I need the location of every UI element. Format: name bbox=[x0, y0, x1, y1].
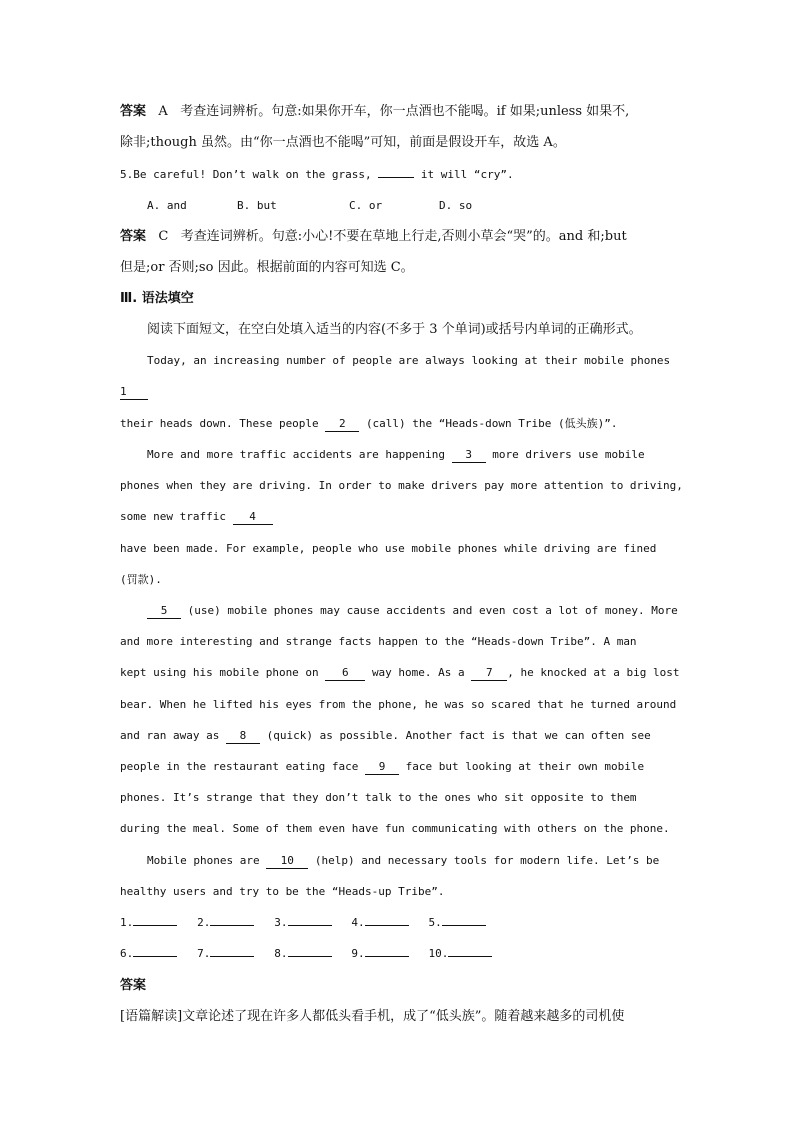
passage-text: (call) the “Heads-down Tribe (低头族)”. bbox=[365, 417, 618, 430]
passage-line: and more interesting and strange facts happen to the “Heads-down Tribe”. A man bbox=[120, 635, 637, 648]
q5-option-b[interactable]: B. but bbox=[237, 199, 277, 212]
blank-8[interactable]: 8 bbox=[226, 729, 260, 744]
analysis-text: [语篇解读]文章论述了现在许多人都低头看手机，成了“低头族”。随着越来越多的司机使 bbox=[120, 1009, 625, 1024]
answer-label: 答案 bbox=[120, 104, 147, 119]
blank-2[interactable]: 2 bbox=[325, 417, 359, 432]
q5-blank[interactable] bbox=[378, 177, 414, 178]
passage-text: more drivers use mobile bbox=[492, 448, 645, 461]
q5-option-d[interactable]: D. so bbox=[439, 199, 473, 212]
q5-answer-line2: 但是;or 否则;so 因此。根据前面的内容可知选 C。 bbox=[120, 260, 414, 275]
passage-text: kept using his mobile phone on bbox=[120, 666, 319, 679]
answer-slot-5[interactable] bbox=[442, 925, 486, 926]
passage-text: Mobile phones are bbox=[147, 854, 260, 867]
passage-line: Today, an increasing number of people are always looking at their mobile phones bbox=[147, 354, 671, 367]
q4-answer-line1 bbox=[120, 103, 629, 121]
passage-line: bear. When he lifted his eyes from the phone, he was so scared that he turned around bbox=[120, 698, 677, 711]
q5-stem bbox=[120, 166, 514, 184]
passage-line: phones when they are driving. In order to make drivers pay more attention to driving, bbox=[120, 479, 683, 492]
passage-text: face but looking at their own mobile bbox=[405, 760, 645, 773]
slot-label: 8. bbox=[274, 947, 288, 960]
answer-explanation: 考查连词辨析。句意:小心!不要在草地上行走,否则小草会“哭”的。and 和;but bbox=[180, 229, 627, 244]
passage-text: (help) and necessary tools for modern life. Let’s be bbox=[314, 854, 660, 867]
passage-line bbox=[120, 508, 273, 526]
passage-text: (use) mobile phones may cause accidents and even cost a lot of money. More bbox=[187, 604, 678, 617]
q5-stem-before: 5.Be careful! Don’t walk on the grass, bbox=[120, 168, 372, 181]
passage-line bbox=[147, 446, 645, 464]
passage-line bbox=[147, 852, 659, 870]
slot-label: 9. bbox=[351, 947, 365, 960]
section-title: Ⅲ. 语法填空 bbox=[120, 291, 194, 306]
answer-slot-8[interactable] bbox=[288, 956, 332, 957]
q5-option-c[interactable]: C. or bbox=[349, 199, 383, 212]
answer-letter: C bbox=[158, 229, 169, 244]
passage-line: during the meal. Some of them even have fun communicating with others on the phone. bbox=[120, 822, 670, 835]
answer-letter: A bbox=[158, 104, 168, 119]
slot-label: 6. bbox=[120, 947, 134, 960]
blank-4[interactable]: 4 bbox=[233, 510, 273, 525]
passage-text: some new traffic bbox=[120, 510, 226, 523]
answer-slot-10[interactable] bbox=[448, 956, 492, 957]
passage-line: healthy users and try to be the “Heads-up Tribe”. bbox=[120, 885, 445, 898]
passage-line bbox=[120, 758, 644, 776]
passage-line: have been made. For example, people who use mobile phones while driving are fined bbox=[120, 542, 657, 555]
answer-slot-9[interactable] bbox=[365, 956, 409, 957]
blank-5[interactable]: 5 bbox=[147, 604, 181, 619]
passage-line bbox=[120, 415, 617, 433]
passage-text: way home. As a bbox=[371, 666, 465, 679]
answer-slots-row1 bbox=[120, 914, 486, 932]
passage-text: their heads down. These people bbox=[120, 417, 319, 430]
answer-slot-1[interactable] bbox=[133, 925, 177, 926]
passage-text: people in the restaurant eating face bbox=[120, 760, 359, 773]
q4-answer-line2: 除非;though 虽然。由“你一点酒也不能喝”可知，前面是假设开车，故选 A。 bbox=[120, 135, 566, 150]
slot-label: 7. bbox=[197, 947, 211, 960]
blank-10[interactable]: 10 bbox=[266, 854, 308, 869]
answer-heading: 答案 bbox=[120, 978, 147, 993]
passage-text: (quick) as possible. Another fact is that we can often see bbox=[266, 729, 651, 742]
q5-options bbox=[147, 197, 472, 215]
answer-slot-7[interactable] bbox=[210, 956, 254, 957]
q5-answer-line1 bbox=[120, 228, 627, 246]
blank-1[interactable]: 1 bbox=[120, 385, 148, 400]
answer-slot-2[interactable] bbox=[210, 925, 254, 926]
answer-slots-row2 bbox=[120, 945, 492, 963]
blank-3[interactable]: 3 bbox=[452, 448, 486, 463]
passage-line bbox=[120, 383, 148, 401]
q5-stem-after: it will “cry”. bbox=[420, 168, 514, 181]
passage-line bbox=[120, 664, 679, 682]
q5-option-a[interactable]: A. and bbox=[147, 199, 187, 212]
slot-label: 5. bbox=[428, 916, 442, 929]
passage-text: and ran away as bbox=[120, 729, 220, 742]
answer-slot-3[interactable] bbox=[288, 925, 332, 926]
blank-9[interactable]: 9 bbox=[365, 760, 399, 775]
slot-label: 4. bbox=[351, 916, 365, 929]
answer-label: 答案 bbox=[120, 229, 147, 244]
passage-line: phones. It’s strange that they don’t talk to the ones who sit opposite to them bbox=[120, 791, 637, 804]
passage-text: More and more traffic accidents are happening bbox=[147, 448, 446, 461]
passage-line: (罚款). bbox=[120, 573, 162, 586]
slot-label: 3. bbox=[274, 916, 288, 929]
answer-slot-6[interactable] bbox=[133, 956, 177, 957]
section-instruction: 阅读下面短文，在空白处填入适当的内容(不多于 3 个单词)或括号内单词的正确形式。 bbox=[147, 322, 642, 337]
slot-label: 2. bbox=[197, 916, 211, 929]
blank-7[interactable]: 7 bbox=[471, 666, 507, 681]
passage-text: , he knocked at a big lost bbox=[507, 666, 680, 679]
answer-explanation: 考查连词辨析。句意:如果你开车，你一点酒也不能喝。if 如果;unless 如果不, bbox=[180, 104, 630, 119]
passage-line bbox=[120, 727, 651, 745]
slot-label: 10. bbox=[428, 947, 449, 960]
slot-label: 1. bbox=[120, 916, 134, 929]
blank-6[interactable]: 6 bbox=[325, 666, 365, 681]
answer-slot-4[interactable] bbox=[365, 925, 409, 926]
passage-line bbox=[147, 602, 678, 620]
